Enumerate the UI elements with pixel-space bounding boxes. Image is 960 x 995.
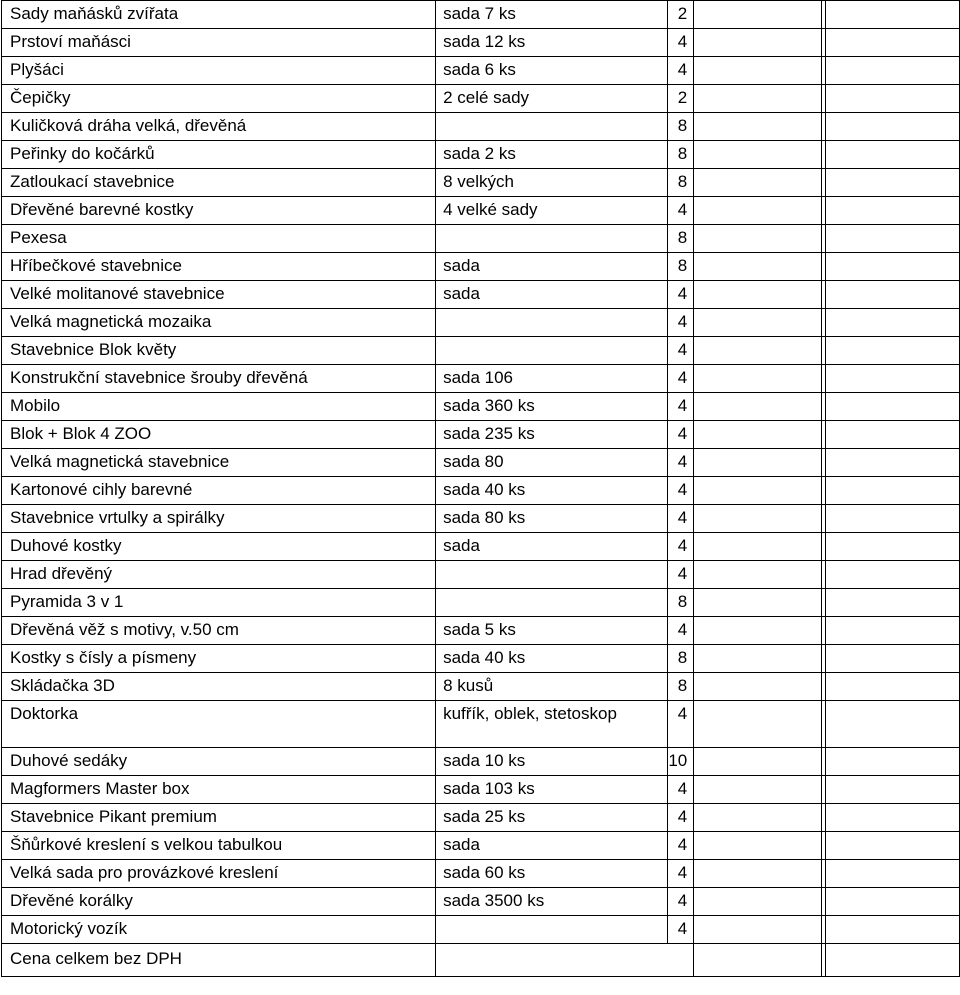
item-quantity-cell: sada <box>436 533 668 561</box>
item-name-cell: Dřevěné korálky <box>2 888 436 916</box>
item-name-cell: Pyramida 3 v 1 <box>2 589 436 617</box>
empty-cell <box>694 29 822 57</box>
table-row <box>2 421 960 449</box>
item-quantity-cell <box>436 337 668 365</box>
table-row <box>2 888 960 916</box>
table-row <box>2 505 960 533</box>
empty-cell <box>694 225 822 253</box>
table-row <box>2 365 960 393</box>
item-quantity-cell: sada 60 ks <box>436 860 668 888</box>
item-count-cell: 4 <box>668 337 694 365</box>
table-row <box>2 701 960 748</box>
empty-cell <box>436 944 694 977</box>
item-count-cell: 8 <box>668 589 694 617</box>
item-name-cell: Skládačka 3D <box>2 673 436 701</box>
item-count-cell: 4 <box>668 281 694 309</box>
item-quantity-cell: sada 103 ks <box>436 776 668 804</box>
empty-cell <box>826 944 960 977</box>
item-count-cell: 4 <box>668 916 694 944</box>
empty-cell <box>826 505 960 533</box>
item-name-cell: Konstrukční stavebnice šrouby dřevěná <box>2 365 436 393</box>
empty-cell <box>694 673 822 701</box>
item-count-cell: 4 <box>668 449 694 477</box>
item-count-cell: 4 <box>668 776 694 804</box>
item-quantity-cell: sada 2 ks <box>436 141 668 169</box>
item-count-cell: 4 <box>668 832 694 860</box>
item-name-cell: Hříbečkové stavebnice <box>2 253 436 281</box>
item-quantity-cell: 8 kusů <box>436 673 668 701</box>
empty-cell <box>826 141 960 169</box>
item-name-cell: Pexesa <box>2 225 436 253</box>
empty-cell <box>826 337 960 365</box>
empty-cell <box>826 477 960 505</box>
item-quantity-cell: sada 106 <box>436 365 668 393</box>
item-quantity-cell: sada 5 ks <box>436 617 668 645</box>
empty-cell <box>694 589 822 617</box>
item-name-cell: Duhové sedáky <box>2 748 436 776</box>
item-quantity-cell: sada 25 ks <box>436 804 668 832</box>
item-name-cell: Kuličková dráha velká, dřevěná <box>2 113 436 141</box>
item-quantity-cell: sada 40 ks <box>436 645 668 673</box>
item-count-cell: 4 <box>668 197 694 225</box>
table-row <box>2 113 960 141</box>
table-row <box>2 309 960 337</box>
item-name-cell: Motorický vozík <box>2 916 436 944</box>
table-row <box>2 29 960 57</box>
item-quantity-cell: sada 360 ks <box>436 393 668 421</box>
empty-cell <box>826 561 960 589</box>
empty-cell <box>694 645 822 673</box>
empty-cell <box>694 701 822 748</box>
item-quantity-cell <box>436 561 668 589</box>
empty-cell <box>826 673 960 701</box>
item-count-cell: 4 <box>668 561 694 589</box>
item-quantity-cell: 4 velké sady <box>436 197 668 225</box>
empty-cell <box>694 169 822 197</box>
empty-cell <box>694 393 822 421</box>
empty-cell <box>694 832 822 860</box>
item-count-cell: 4 <box>668 888 694 916</box>
item-count-cell: 8 <box>668 253 694 281</box>
empty-cell <box>826 57 960 85</box>
item-quantity-cell: sada <box>436 281 668 309</box>
item-name-cell: Velké molitanové stavebnice <box>2 281 436 309</box>
item-name-cell: Mobilo <box>2 393 436 421</box>
item-count-cell: 4 <box>668 701 694 748</box>
empty-cell <box>826 589 960 617</box>
item-name-cell: Velká magnetická mozaika <box>2 309 436 337</box>
empty-cell <box>826 748 960 776</box>
item-quantity-cell: sada 6 ks <box>436 57 668 85</box>
empty-cell <box>694 1 822 29</box>
empty-cell <box>826 645 960 673</box>
item-name-cell: Duhové kostky <box>2 533 436 561</box>
empty-cell <box>694 197 822 225</box>
item-quantity-cell <box>436 589 668 617</box>
table-row <box>2 253 960 281</box>
empty-cell <box>826 197 960 225</box>
item-quantity-cell <box>436 225 668 253</box>
item-count-cell: 8 <box>668 169 694 197</box>
empty-cell <box>826 860 960 888</box>
item-count-cell: 4 <box>668 393 694 421</box>
empty-cell <box>826 776 960 804</box>
item-quantity-cell: sada 10 ks <box>436 748 668 776</box>
item-quantity-cell <box>436 113 668 141</box>
item-count-cell: 4 <box>668 477 694 505</box>
item-count-cell: 4 <box>668 860 694 888</box>
item-name-cell: Magformers Master box <box>2 776 436 804</box>
item-name-cell: Stavebnice Blok květy <box>2 337 436 365</box>
empty-cell <box>694 309 822 337</box>
empty-cell <box>694 85 822 113</box>
table-row <box>2 916 960 944</box>
empty-cell <box>694 477 822 505</box>
item-name-cell: Kartonové cihly barevné <box>2 477 436 505</box>
item-name-cell: Doktorka <box>2 701 436 748</box>
empty-cell <box>694 860 822 888</box>
table-body <box>2 1 960 977</box>
empty-cell <box>694 533 822 561</box>
item-quantity-cell: sada 12 ks <box>436 29 668 57</box>
empty-cell <box>826 281 960 309</box>
empty-cell <box>694 141 822 169</box>
item-name-cell: Sady maňásků zvířata <box>2 1 436 29</box>
item-name-cell: Hrad dřevěný <box>2 561 436 589</box>
table-row <box>2 337 960 365</box>
item-count-cell: 2 <box>668 1 694 29</box>
empty-cell <box>694 505 822 533</box>
item-name-cell: Peřinky do kočárků <box>2 141 436 169</box>
item-count-cell: 4 <box>668 533 694 561</box>
empty-cell <box>694 281 822 309</box>
item-quantity-cell: kufřík, oblek, stetoskop <box>436 701 668 748</box>
empty-cell <box>826 533 960 561</box>
item-quantity-cell <box>436 916 668 944</box>
item-name-cell: Prstoví maňásci <box>2 29 436 57</box>
empty-cell <box>826 617 960 645</box>
item-name-cell: Stavebnice Pikant premium <box>2 804 436 832</box>
item-count-cell: 10 <box>668 748 694 776</box>
empty-cell <box>694 449 822 477</box>
empty-cell <box>826 421 960 449</box>
item-quantity-cell: sada 235 ks <box>436 421 668 449</box>
item-count-cell: 4 <box>668 309 694 337</box>
empty-cell <box>826 309 960 337</box>
table-row <box>2 197 960 225</box>
item-name-cell: Velká sada pro provázkové kreslení <box>2 860 436 888</box>
empty-cell <box>694 617 822 645</box>
item-count-cell: 8 <box>668 141 694 169</box>
empty-cell <box>694 804 822 832</box>
item-name-cell: Kostky s čísly a písmeny <box>2 645 436 673</box>
item-name-cell: Dřevěné barevné kostky <box>2 197 436 225</box>
item-count-cell: 4 <box>668 57 694 85</box>
empty-cell <box>826 225 960 253</box>
table-row <box>2 776 960 804</box>
table-row <box>2 393 960 421</box>
empty-cell <box>694 57 822 85</box>
empty-cell <box>826 916 960 944</box>
item-quantity-cell: sada 3500 ks <box>436 888 668 916</box>
item-name-cell: Blok + Blok 4 ZOO <box>2 421 436 449</box>
empty-cell <box>694 337 822 365</box>
empty-cell <box>694 421 822 449</box>
item-count-cell: 8 <box>668 113 694 141</box>
empty-cell <box>826 1 960 29</box>
empty-cell <box>826 393 960 421</box>
table-row <box>2 589 960 617</box>
empty-cell <box>826 169 960 197</box>
table-row <box>2 477 960 505</box>
table-row <box>2 169 960 197</box>
empty-cell <box>826 701 960 748</box>
table-row <box>2 281 960 309</box>
item-quantity-cell <box>436 309 668 337</box>
empty-cell <box>826 365 960 393</box>
empty-cell <box>826 804 960 832</box>
empty-cell <box>826 85 960 113</box>
empty-cell <box>826 113 960 141</box>
table-row <box>2 617 960 645</box>
empty-cell <box>826 29 960 57</box>
item-count-cell: 4 <box>668 365 694 393</box>
item-count-cell: 8 <box>668 225 694 253</box>
table-row <box>2 832 960 860</box>
item-count-cell: 4 <box>668 29 694 57</box>
item-quantity-cell: sada 80 <box>436 449 668 477</box>
item-quantity-cell: sada <box>436 832 668 860</box>
table-row <box>2 860 960 888</box>
empty-cell <box>826 888 960 916</box>
total-row <box>2 944 960 977</box>
table-row <box>2 57 960 85</box>
item-count-cell: 8 <box>668 645 694 673</box>
item-count-cell: 4 <box>668 804 694 832</box>
item-count-cell: 4 <box>668 421 694 449</box>
item-quantity-cell: sada <box>436 253 668 281</box>
table-row <box>2 645 960 673</box>
empty-cell <box>694 253 822 281</box>
price-table <box>1 0 960 977</box>
empty-cell <box>826 253 960 281</box>
empty-cell <box>694 776 822 804</box>
item-name-cell: Čepičky <box>2 85 436 113</box>
table-row <box>2 225 960 253</box>
item-name-cell: Zatloukací stavebnice <box>2 169 436 197</box>
empty-cell <box>826 449 960 477</box>
table-row <box>2 673 960 701</box>
item-quantity-cell: 8 velkých <box>436 169 668 197</box>
item-count-cell: 8 <box>668 673 694 701</box>
table-row <box>2 748 960 776</box>
empty-cell <box>694 365 822 393</box>
item-count-cell: 4 <box>668 617 694 645</box>
empty-cell <box>694 916 822 944</box>
item-name-cell: Stavebnice vrtulky a spirálky <box>2 505 436 533</box>
table-row <box>2 1 960 29</box>
empty-cell <box>826 832 960 860</box>
item-name-cell: Velká magnetická stavebnice <box>2 449 436 477</box>
empty-cell <box>694 748 822 776</box>
empty-cell <box>694 888 822 916</box>
item-name-cell: Dřevěná věž s motivy, v.50 cm <box>2 617 436 645</box>
item-quantity-cell: sada 80 ks <box>436 505 668 533</box>
table-row <box>2 85 960 113</box>
item-count-cell: 4 <box>668 505 694 533</box>
table-row <box>2 804 960 832</box>
empty-cell <box>694 113 822 141</box>
total-label-cell: Cena celkem bez DPH <box>2 944 436 977</box>
item-name-cell: Plyšáci <box>2 57 436 85</box>
table-row <box>2 561 960 589</box>
item-quantity-cell: sada 7 ks <box>436 1 668 29</box>
item-quantity-cell: 2 celé sady <box>436 85 668 113</box>
item-count-cell: 2 <box>668 85 694 113</box>
item-name-cell: Šňůrkové kreslení s velkou tabulkou <box>2 832 436 860</box>
table-row <box>2 449 960 477</box>
table-row <box>2 141 960 169</box>
item-quantity-cell: sada 40 ks <box>436 477 668 505</box>
empty-cell <box>694 944 822 977</box>
empty-cell <box>694 561 822 589</box>
table-row <box>2 533 960 561</box>
